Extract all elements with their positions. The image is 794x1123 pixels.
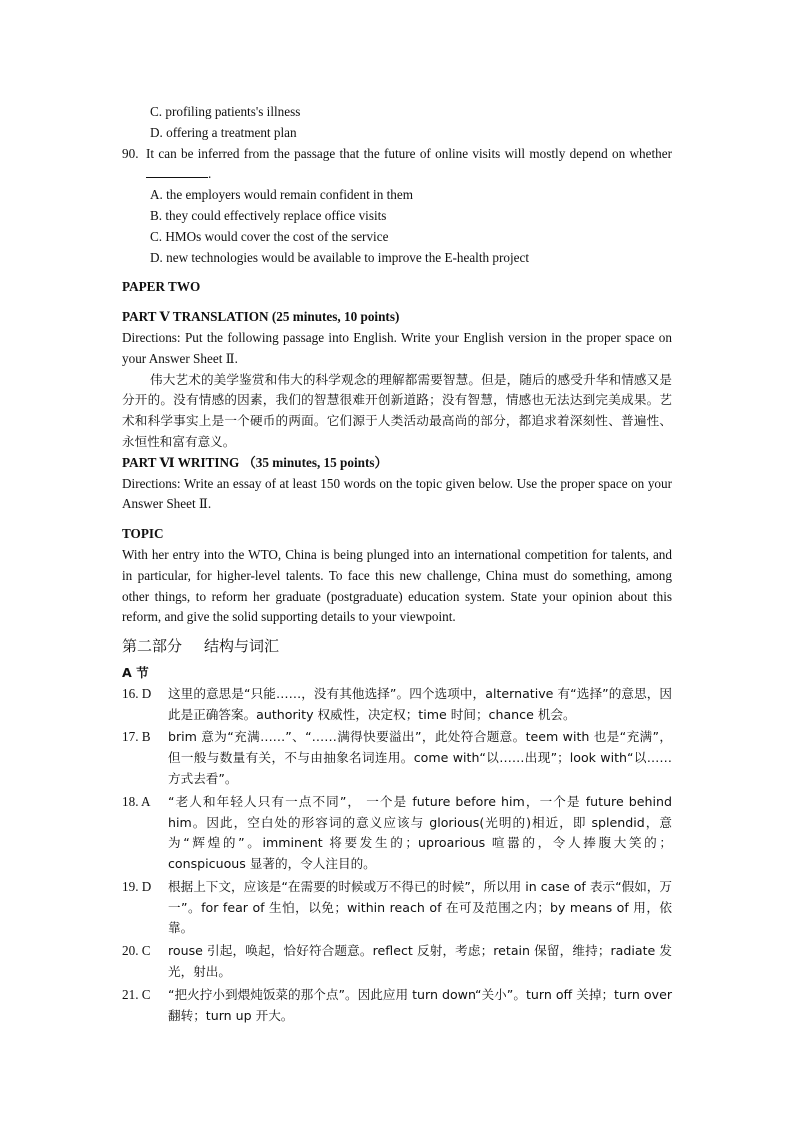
answer-explanation: brim 意为“充满……”、“……满得快要溢出”，此处符合题意。teem with 也是“充满”，但一般与数量有关，不与由抽象名词连用。come with“以……出现”；look with“以……方式去看”。 <box>168 729 672 786</box>
option-b: B. they could effectively replace office visits <box>150 207 387 223</box>
answer-item <box>122 941 672 983</box>
question-number: 90. <box>122 145 139 161</box>
document-page <box>122 102 672 1028</box>
section2-title: 第二部分 结构与词汇 <box>122 637 280 656</box>
part6-heading: PART Ⅵ WRITING （35 minutes, 15 points） <box>122 454 388 470</box>
answer-number: 18. A <box>122 793 151 809</box>
answer-item <box>122 727 672 789</box>
topic-text: With her entry into the WTO, China is being plunged into an international competition for talents, and in particular, for higher-level talents. To face this new challenge, China must do something, among other things, to reform her graduate (postgraduate) education system. State your opinion about this reform, and give the solid supporting details to your viewpoint. <box>122 546 672 625</box>
question-90 <box>122 144 672 186</box>
question-stem: It can be inferred from the passage that the future of online visits will mostly depend on whether. <box>146 145 672 182</box>
answer-explanation: 根据上下文，应该是“在需要的时候或万不得已的时候”，所以用 in case of 表示“假如，万一”。for fear of 生怕，以免；within reach of 在可及范围之内；by means of 用，依靠。 <box>168 878 672 936</box>
answer-explanation: “把火拧小到煨炖饭菜的那个点”。因此应用 turn down“关小”。turn off 关掉；turn over 翻转；turn up 开大。 <box>168 986 672 1023</box>
part5-heading: PART Ⅴ TRANSLATION (25 minutes, 10 points) <box>122 309 400 325</box>
paper-two-heading: PAPER TWO <box>122 279 201 295</box>
option-d-prev: D. offering a treatment plan <box>150 124 297 140</box>
answer-item <box>122 985 672 1027</box>
answer-item <box>122 877 672 939</box>
option-c-prev: C. profiling patients's illness <box>150 104 301 119</box>
answer-explanation: 这里的意思是“只能……，没有其他选择”。四个选项中，alternative 有“选择”的意思，因此是正确答案。authority 权威性，决定权；time 时间；chance 机会。 <box>168 685 672 722</box>
answer-number: 16. D <box>122 685 152 701</box>
answer-number: 17. B <box>122 729 151 745</box>
answer-number: 20. C <box>122 943 151 959</box>
translation-passage: 伟大艺术的美学鉴赏和伟大的科学观念的理解都需要智慧。但是，随后的感受升华和情感又是分开的。没有情感的因素，我们的智慧很难开创新道路；没有智慧，情感也无法达到完美成果。艺术和科学事实上是一个硬币的两面。它们源于人类活动最高尚的部分，都追求着深刻性、普遍性、永恒性和富有意义。 <box>122 371 672 449</box>
answer-explanation: “老人和年轻人只有一点不同”， 一个是 future before him，一个是 future behind him。因此，空白处的形容词的意义应该与 glorious(光明的)相近，即 splendid，意为“辉煌的”。imminent 将要发生的；uproarious 喧嚣的，令人捧腹大笑的；conspicuous 显著的，令人注目的。 <box>168 793 672 872</box>
section-a-label: A 节 <box>122 664 149 680</box>
part5-directions: Directions: Put the following passage into English. Write your English version in the proper space on your Answer Sheet Ⅱ. <box>122 329 672 366</box>
part6-directions: Directions: Write an essay of at least 150 words on the topic given below. Use the proper space on your Answer Sheet Ⅱ. <box>122 475 672 512</box>
answer-explanation: rouse 引起，唤起，恰好符合题意。reflect 反射，考虑；retain 保留，维持；radiate 发光，射出。 <box>168 943 672 980</box>
topic-label: TOPIC <box>122 526 164 542</box>
answer-list <box>122 684 672 1027</box>
answer-item <box>122 684 672 726</box>
option-c: C. HMOs would cover the cost of the service <box>150 228 389 244</box>
answer-number: 21. C <box>122 986 151 1002</box>
answer-blank <box>146 164 208 178</box>
option-d: D. new technologies would be available to improve the E-health project <box>150 249 530 265</box>
answer-number: 19. D <box>122 878 152 894</box>
option-a: A. the employers would remain confident in them <box>150 187 413 203</box>
answer-item <box>122 792 672 875</box>
